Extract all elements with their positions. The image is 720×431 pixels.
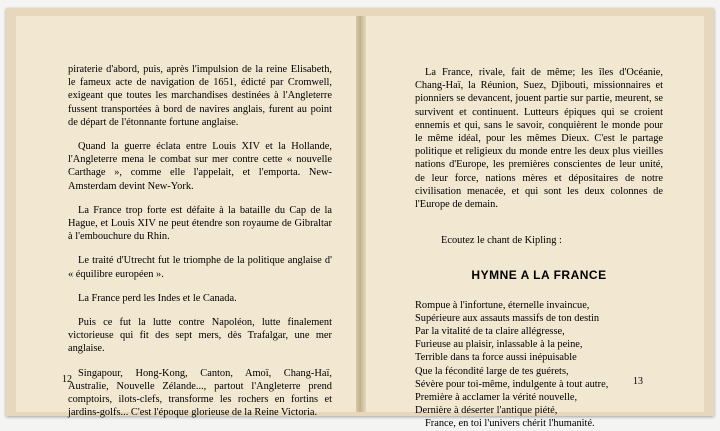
paragraph: Le traité d'Utrecht fut le triomphe de la politique anglaise d' « équilibre européen ». (68, 255, 332, 280)
poem-line: Furieuse au plaisir, inlassable à la peine, (415, 339, 583, 351)
left-page-text (68, 63, 332, 430)
poem-line: Terrible dans ta force aussi inépuisable (415, 352, 577, 364)
paragraph: Quand la guerre éclata entre Louis XIV et la Hollande, l'Angleterre mena le combat sur mer contre cette « nouvelle Carthage », comme elle l'appelait, et l'emporta. New-Amsterdam devint New-York. (68, 141, 332, 192)
poem-title: HYMNE A LA FRANCE (471, 268, 607, 283)
open-booklet (6, 8, 714, 430)
poem (415, 299, 663, 431)
paragraph: Singapour, Hong-Kong, Canton, Amoï, Chang-Haï, Australie, Nouvelle Zélande..., partout l'Angleterre prend comptoirs, ilots-clefs, transforme les rochers en fortins et jardins-golfs... C'est l'époque glorieuse de la Reine Victoria. (68, 367, 332, 419)
poem-line: France, en toi l'univers chérit l'humanité. (425, 418, 595, 430)
paragraph: La France, rivale, fait de même; les îles d'Océanie, Chang-Haï, la Réunion, Suez, Djibouti, missionnaires et pionniers se devancent, jouent partie sur partie, meurent, se survivent et continuent. Lutteurs épiques qui se croient ennemis et qui, sans le savoir, conquièrent le monde pour le même idéal, pour les mêmes Dieux. C'est le partage politique et religieux du monde entre les deux plus vieilles nations d'Europe, les premières conscientes de leur unité, de leur force, nations mères et dépositaires de notre civilisation menacée, et qui sont les deux colonnes de l'Europe de demain. (415, 67, 663, 211)
poem-line: Que la fécondité large de tes guérets, (415, 365, 569, 377)
paragraph: La France perd les Indes et le Canada. (78, 292, 237, 304)
paragraph: La France trop forte est défaite à la bataille du Cap de la Hague, et Louis XIV ne peut étendre son royaume de Gibraltar à l'embouchure du Rhin. (68, 204, 332, 243)
paragraph: piraterie d'abord, puis, après l'impulsion de la reine Elisabeth, le fameux acte de navigation de 1651, édicté par Cromwell, exigeant que toutes les marchandises destinées à l'Angleterre fussent transportées à bord de navires anglais, furent au point de départ de l'étonnante fortune anglaise. (68, 64, 332, 128)
page-number-right: 13 (633, 376, 643, 387)
poem-intro: Ecoutez le chant de Kipling : (441, 235, 562, 247)
poem-line: Supérieure aux assauts massifs de ton destin (415, 312, 600, 324)
page-gutter (356, 16, 366, 412)
paragraph: Puis ce fut la lutte contre Napoléon, lutte finalement victorieuse qui fit des sept mers, dès Trafalgar, une mer anglaise. (68, 317, 332, 355)
poem-line: Rompue à l'infortune, éternelle invaincue, (415, 299, 590, 311)
right-page-text (415, 66, 663, 431)
page-number-left: 12 (62, 374, 72, 385)
poem-line: Par la vitalité de ta claire allégresse, (415, 326, 565, 338)
poem-line: Première à acclamer la vérité nouvelle, (415, 392, 578, 404)
poem-line: Sévère pour toi-même, indulgente à tout autre, (415, 378, 609, 390)
poem-line: Dernière à déserter l'antique piété, (415, 405, 558, 417)
